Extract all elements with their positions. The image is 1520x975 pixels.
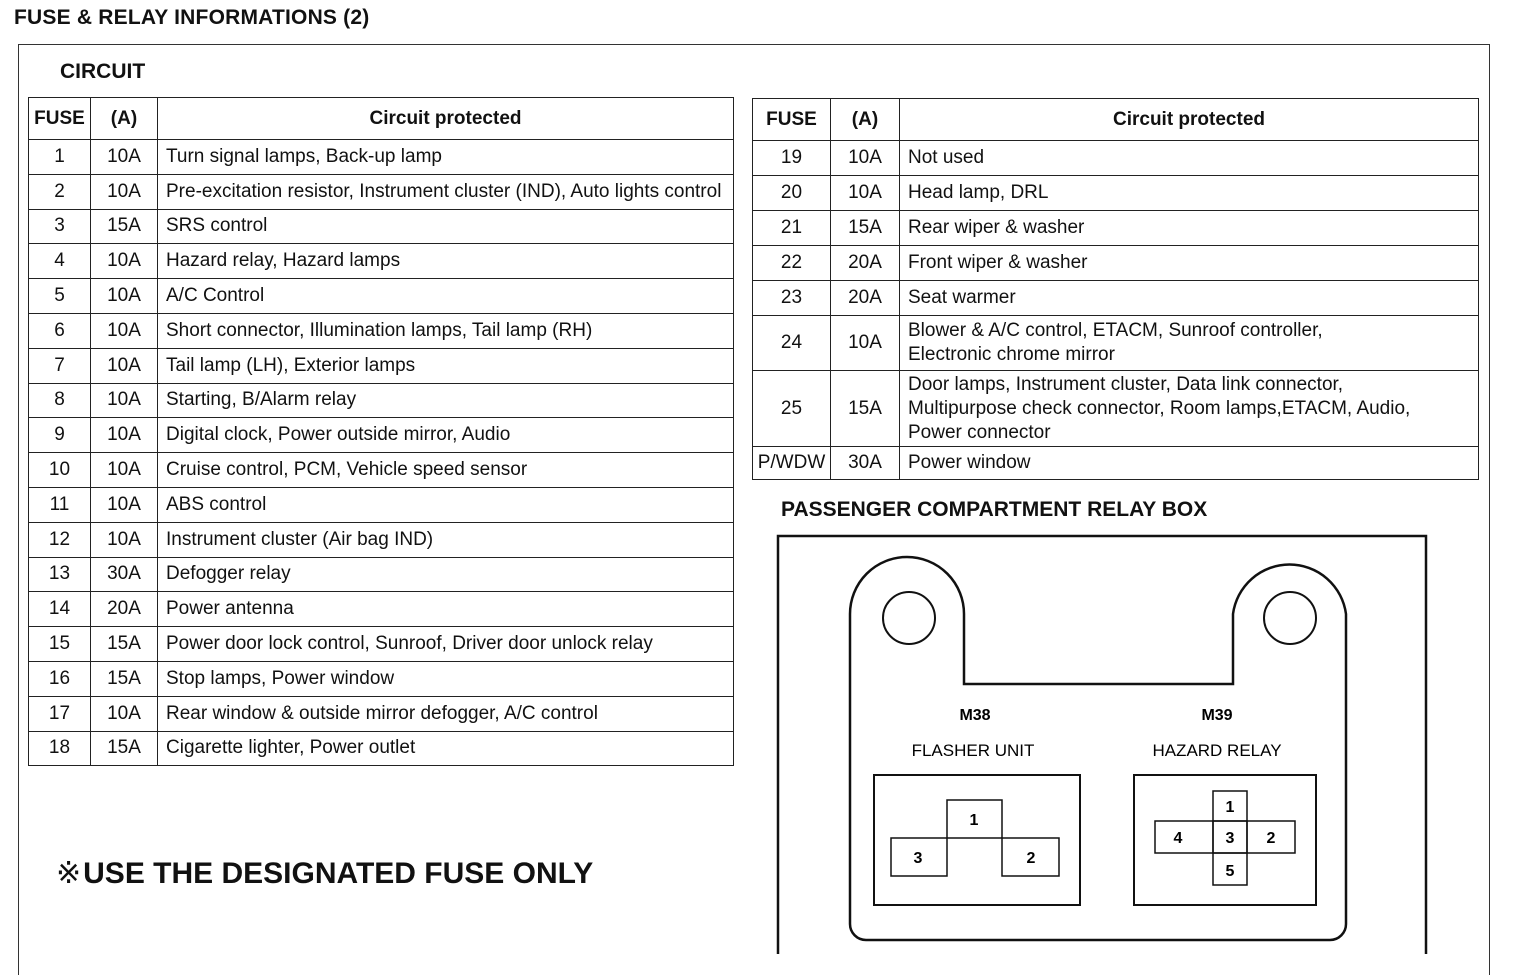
m38-pin-3-label: 3 [913, 850, 923, 867]
mounting-hole-right [1264, 592, 1316, 644]
circuit-protected: Starting, B/Alarm relay [158, 383, 734, 418]
fuse-number: 24 [753, 316, 831, 371]
relay-box-title: PASSENGER COMPARTMENT RELAY BOX [781, 498, 1208, 521]
fuse-number: 14 [29, 592, 91, 627]
m39-pin-3-label: 3 [1225, 830, 1235, 847]
fuse-row [29, 244, 734, 279]
circuit-protected [900, 211, 1479, 246]
fuse-number: 15 [29, 627, 91, 662]
fuse-row [753, 211, 1479, 246]
fuse-number: 9 [29, 418, 91, 453]
fuse-amperage: 10A [91, 348, 158, 383]
fuse-row [29, 383, 734, 418]
m39-name: HAZARD RELAY [1152, 741, 1282, 760]
fuse-amperage: 10A [91, 453, 158, 488]
circuit-protected: Digital clock, Power outside mirror, Audio [158, 418, 734, 453]
fuse-row [29, 627, 734, 662]
fuse-amperage: 10A [91, 313, 158, 348]
circuit-line: Front wiper & washer [908, 252, 1088, 273]
fuse-number: 22 [753, 246, 831, 281]
fuse-amperage: 15A [91, 731, 158, 766]
m39-pin-4-label: 4 [1173, 830, 1183, 847]
fuse-number: 5 [29, 279, 91, 314]
circuit-protected [900, 281, 1479, 316]
fuse-amperage: 15A [91, 661, 158, 696]
fuse-row [29, 453, 734, 488]
fuse-row [29, 279, 734, 314]
fuse-number: 3 [29, 209, 91, 244]
fuse-amperage: 10A [91, 383, 158, 418]
fuse-amperage: 10A [831, 316, 900, 371]
fuse-amperage: 15A [91, 627, 158, 662]
fuse-amperage: 10A [831, 141, 900, 176]
m38-name: FLASHER UNIT [911, 741, 1035, 760]
fuse-amperage: 20A [91, 592, 158, 627]
fuse-number: 7 [29, 348, 91, 383]
circuit-protected: Short connector, Illumination lamps, Tail lamp (RH) [158, 313, 734, 348]
fuse-amperage: 15A [831, 211, 900, 246]
fuse-row [29, 140, 734, 175]
fuse-row [29, 174, 734, 209]
fuse-amperage: 10A [91, 522, 158, 557]
circuit-line: Electronic chrome mirror [908, 344, 1115, 365]
fuse-row [753, 141, 1479, 176]
fuse-number: 10 [29, 453, 91, 488]
m38-code: M38 [959, 707, 991, 724]
circuit-protected: Power door lock control, Sunroof, Driver door unlock relay [158, 627, 734, 662]
fuse-row [29, 313, 734, 348]
circuit-protected: Stop lamps, Power window [158, 661, 734, 696]
fuse-number: 19 [753, 141, 831, 176]
fuse-row [753, 447, 1479, 480]
circuit-protected: Instrument cluster (Air bag IND) [158, 522, 734, 557]
table-header-row [753, 99, 1479, 141]
fuse-row [29, 731, 734, 766]
header-fuse: FUSE [29, 98, 91, 140]
circuit-protected [900, 246, 1479, 281]
m38-pin-1-label: 1 [969, 812, 979, 829]
fuse-number: 18 [29, 731, 91, 766]
circuit-line: Multipurpose check connector, Room lamps,ETACM, Audio, [908, 397, 1411, 419]
fuse-number: 4 [29, 244, 91, 279]
circuit-protected: Cruise control, PCM, Vehicle speed sensor [158, 453, 734, 488]
fuse-amperage: 10A [91, 418, 158, 453]
m39-pin-1-label: 1 [1225, 799, 1235, 816]
relay-box-diagram [776, 534, 1476, 954]
circuit-protected: Hazard relay, Hazard lamps [158, 244, 734, 279]
circuit-line: Head lamp, DRL [908, 182, 1049, 203]
circuit-protected [900, 176, 1479, 211]
circuit-line: Not used [908, 147, 985, 168]
reference-mark-icon: ※ [56, 857, 82, 890]
table-header-row [29, 98, 734, 140]
fuse-amperage: 10A [91, 174, 158, 209]
fuse-row [29, 696, 734, 731]
circuit-protected [900, 141, 1479, 176]
circuit-protected: Rear window & outside mirror defogger, A/C control [158, 696, 734, 731]
fuse-table-right [752, 98, 1479, 480]
fuse-number: 13 [29, 557, 91, 592]
fuse-number: 25 [753, 371, 831, 447]
fuse-number: 12 [29, 522, 91, 557]
circuit-line: Seat warmer [908, 287, 1016, 308]
mounting-hole-left [883, 592, 935, 644]
fuse-row [29, 418, 734, 453]
fuse-number: 6 [29, 313, 91, 348]
fuse-number: 21 [753, 211, 831, 246]
fuse-row [753, 371, 1479, 447]
circuit-line: Power connector [908, 421, 1051, 443]
fuse-amperage: 20A [831, 281, 900, 316]
circuit-line: Rear wiper & washer [908, 217, 1085, 238]
page-title: FUSE & RELAY INFORMATIONS (2) [14, 6, 370, 29]
fuse-number: 17 [29, 696, 91, 731]
fuse-amperage: 30A [831, 447, 900, 480]
note-text: USE THE DESIGNATED FUSE ONLY [83, 857, 594, 890]
fuse-amperage: 15A [831, 371, 900, 447]
fuse-row [29, 592, 734, 627]
fuse-number: 23 [753, 281, 831, 316]
circuit-protected [900, 447, 1479, 480]
fuse-amperage: 10A [91, 696, 158, 731]
fuse-amperage: 10A [831, 176, 900, 211]
circuit-protected [900, 316, 1479, 371]
fuse-number: P/WDW [753, 447, 831, 480]
fuse-row [29, 522, 734, 557]
fuse-row [753, 316, 1479, 371]
fuse-amperage: 15A [91, 209, 158, 244]
m39-code: M39 [1201, 707, 1233, 724]
fuse-row [753, 176, 1479, 211]
fuse-amperage: 10A [91, 140, 158, 175]
circuit-protected: ABS control [158, 487, 734, 522]
m38-connector [874, 775, 1080, 905]
fuse-number: 20 [753, 176, 831, 211]
fuse-number: 1 [29, 140, 91, 175]
fuse-amperage: 30A [91, 557, 158, 592]
fuse-row [29, 661, 734, 696]
header-amp: (A) [831, 99, 900, 141]
circuit-protected: A/C Control [158, 279, 734, 314]
circuit-line: Door lamps, Instrument cluster, Data link connector, [908, 373, 1344, 395]
header-amp: (A) [91, 98, 158, 140]
fuse-amperage: 10A [91, 244, 158, 279]
header-fuse: FUSE [753, 99, 831, 141]
circuit-protected: Power antenna [158, 592, 734, 627]
fuse-row [753, 281, 1479, 316]
circuit-protected: SRS control [158, 209, 734, 244]
header-circuit: Circuit protected [158, 98, 734, 140]
fuse-row [753, 246, 1479, 281]
fuse-row [29, 348, 734, 383]
designated-fuse-note [56, 856, 593, 891]
m38-pin-2-label: 2 [1026, 850, 1036, 867]
fuse-row [29, 487, 734, 522]
fuse-number: 16 [29, 661, 91, 696]
fuse-number: 2 [29, 174, 91, 209]
m39-pin-4 [1155, 821, 1213, 853]
section-label-circuit: CIRCUIT [60, 60, 146, 83]
fuse-row [29, 209, 734, 244]
fuse-row [29, 557, 734, 592]
fuse-amperage: 20A [831, 246, 900, 281]
fuse-amperage: 10A [91, 279, 158, 314]
circuit-protected: Cigarette lighter, Power outlet [158, 731, 734, 766]
fuse-number: 8 [29, 383, 91, 418]
circuit-protected: Pre-excitation resistor, Instrument cluster (IND), Auto lights control [158, 174, 734, 209]
circuit-line: Blower & A/C control, ETACM, Sunroof controller, [908, 320, 1323, 341]
circuit-protected [900, 371, 1479, 447]
circuit-protected: Tail lamp (LH), Exterior lamps [158, 348, 734, 383]
header-circuit: Circuit protected [900, 99, 1479, 141]
circuit-protected: Defogger relay [158, 557, 734, 592]
circuit-line: Power window [908, 452, 1031, 473]
fuse-number: 11 [29, 487, 91, 522]
circuit-protected: Turn signal lamps, Back-up lamp [158, 140, 734, 175]
m39-pin-2-label: 2 [1266, 830, 1276, 847]
m39-pin-5-label: 5 [1225, 863, 1235, 880]
fuse-amperage: 10A [91, 487, 158, 522]
fuse-table-left [28, 97, 734, 766]
relay-box-outline [778, 536, 1426, 954]
